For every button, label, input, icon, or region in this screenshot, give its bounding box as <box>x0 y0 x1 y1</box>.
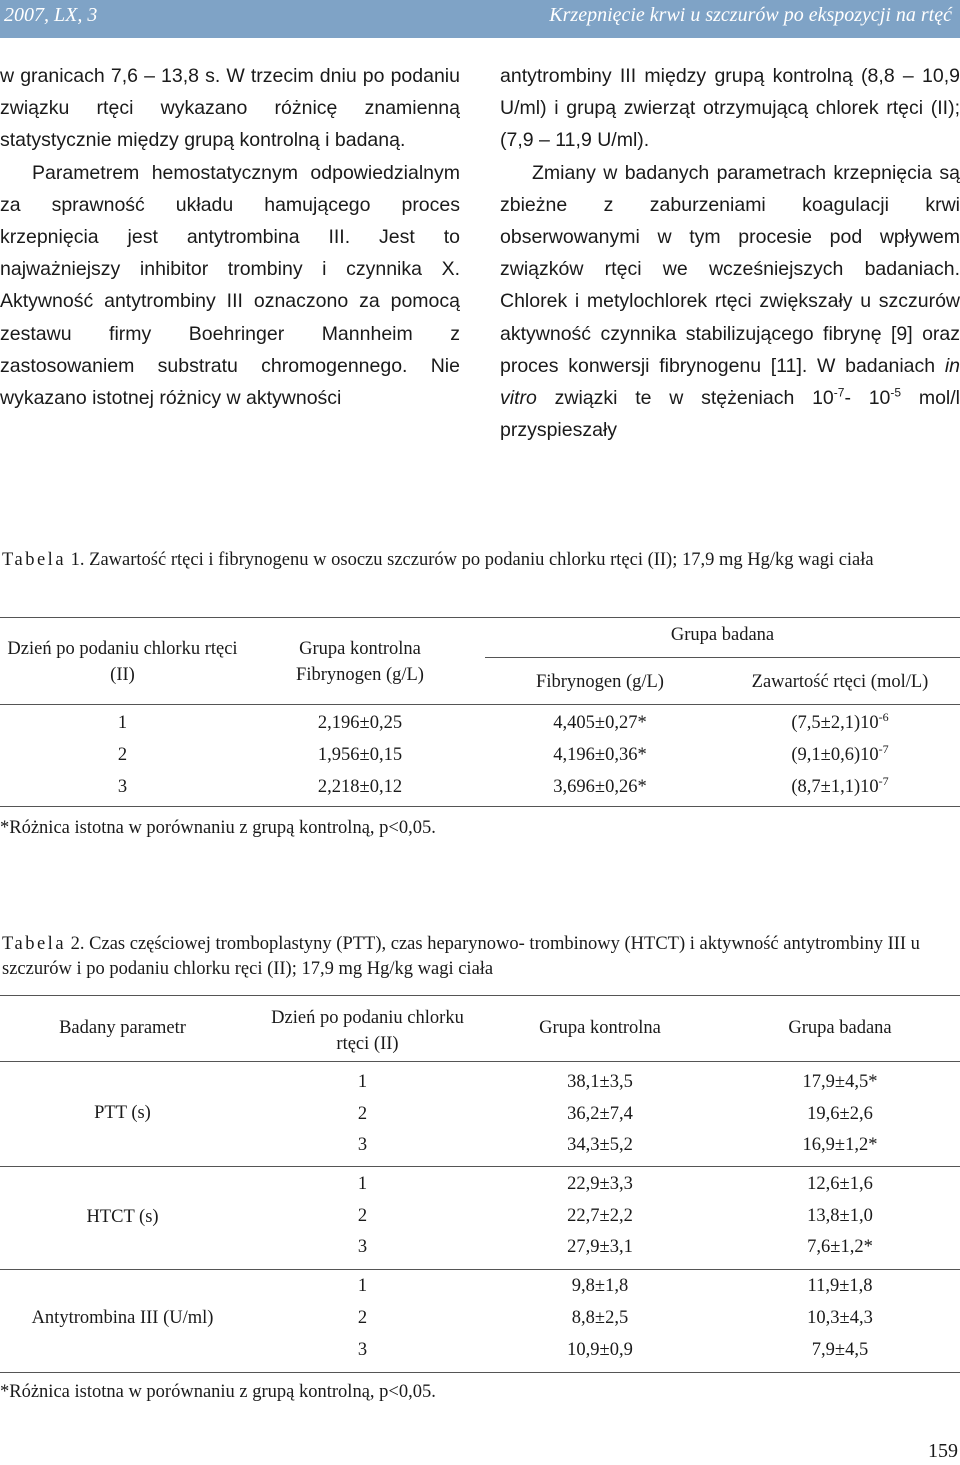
text-column-left <box>0 60 460 414</box>
table2-caption: Tabela 2. Czas częściowej tromboplastyny (PTT), czas heparynowo- trombinowy (HTCT) i aktywność antytrombiny III u szczurów i po podaniu chlorku ręci (II); 17,9 mg Hg/kg wagi ciała <box>2 934 920 979</box>
table2-head-param: Badany parametr <box>59 1018 186 1038</box>
param-label: PTT (s) <box>94 1103 151 1123</box>
paragraph: antytrombiny III między grupą kontrolną (8,8 – 10,9 U/ml) i grupą zwierząt otrzymującą chlorek rtęci (II); (7,9 – 11,9 U/ml). <box>500 65 960 152</box>
journal-issue: 2007, LX, 3 <box>4 4 98 26</box>
table1-head-hg: Zawartość rtęci (mol/L) <box>751 672 929 692</box>
page-number: 159 <box>928 1440 958 1462</box>
table1-caption: Tabela 1. Zawartość rtęci i fibrynogenu w osoczu szczurów po podaniu chlorku rtęci (II); 17,9 mg Hg/kg wagi ciała <box>2 550 874 570</box>
paragraph: w granicach 7,6 – 13,8 s. W trzecim dniu po podaniu związku rtęci wykazano różnicę znamienną statystycznie między grupą kontrolną i badaną. <box>0 65 460 152</box>
paragraph: Zmiany w badanych parametrach krzepnięcia są zbieżne z zaburzeniami koagulacji krwi obserwowanymi w tym procesie pod wpływem związków rtęci we wcześniejszych badaniach. Chlorek i metylochlorek rtęci zwiększały u szczurów aktywność czynnika stabilizującego fibrynę [9] oraz proces konwersji fibrynogenu [11]. W badaniach in vitro związki te w stężeniach $10^{-7}-$ $10^{-5}$ mol/l przyspieszały <box>500 161 960 442</box>
text-column-right <box>500 60 960 446</box>
table2-head-group: Grupa badana <box>788 1018 892 1038</box>
table1-head-control: Grupa kontrolna Fibrynogen (g/L) <box>296 639 424 685</box>
table1-footnote: *Różnica istotna w porównaniu z grupą kontrolną, p<0,05. <box>0 818 436 838</box>
paragraph: Parametrem hemostatycznym odpowiedzialnym za sprawność układu hamującego proces krzepnięcia jest antytrombina III. Jest to najważniejszy inhibitor trombiny i czynnika X. Aktywność antytrombiny III oznaczono za pomocą zestawu firmy Boehringer Mannheim z zastosowaniem substratu chromogennego. Nie wykazano istotnej różnicy w aktywności <box>0 161 460 410</box>
table2-top-rule <box>0 995 960 996</box>
running-header <box>0 0 960 38</box>
table2-head-rule <box>0 1061 960 1062</box>
param-label: Antytrombina III (U/ml) <box>31 1308 214 1328</box>
param-label: HTCT (s) <box>86 1207 159 1227</box>
table1-sub-rule <box>485 657 960 658</box>
group-divider <box>0 1166 960 1167</box>
table1-head-rule <box>0 704 960 705</box>
table1-head-fib: Fibrynogen (g/L) <box>536 672 664 692</box>
table2-footnote: *Różnica istotna w porównaniu z grupą kontrolną, p<0,05. <box>0 1382 436 1402</box>
table1-top-rule <box>0 617 960 618</box>
table1-head-day: Dzień po podaniu chlorku rtęci (II) <box>7 639 238 685</box>
table1-head-group: Grupa badana <box>670 625 775 645</box>
italic-term: in vitro <box>500 354 960 410</box>
table2-bottom-rule <box>0 1372 960 1373</box>
table2-head-control: Grupa kontrolna <box>539 1018 661 1038</box>
table1-bottom-rule <box>0 806 960 807</box>
running-title: Krzepnięcie krwi u szczurów po ekspozycji na rtęć <box>549 4 952 26</box>
table2-head-day: Dzień po podaniu chlorku rtęci (II) <box>271 1008 464 1054</box>
group-divider <box>0 1269 960 1270</box>
